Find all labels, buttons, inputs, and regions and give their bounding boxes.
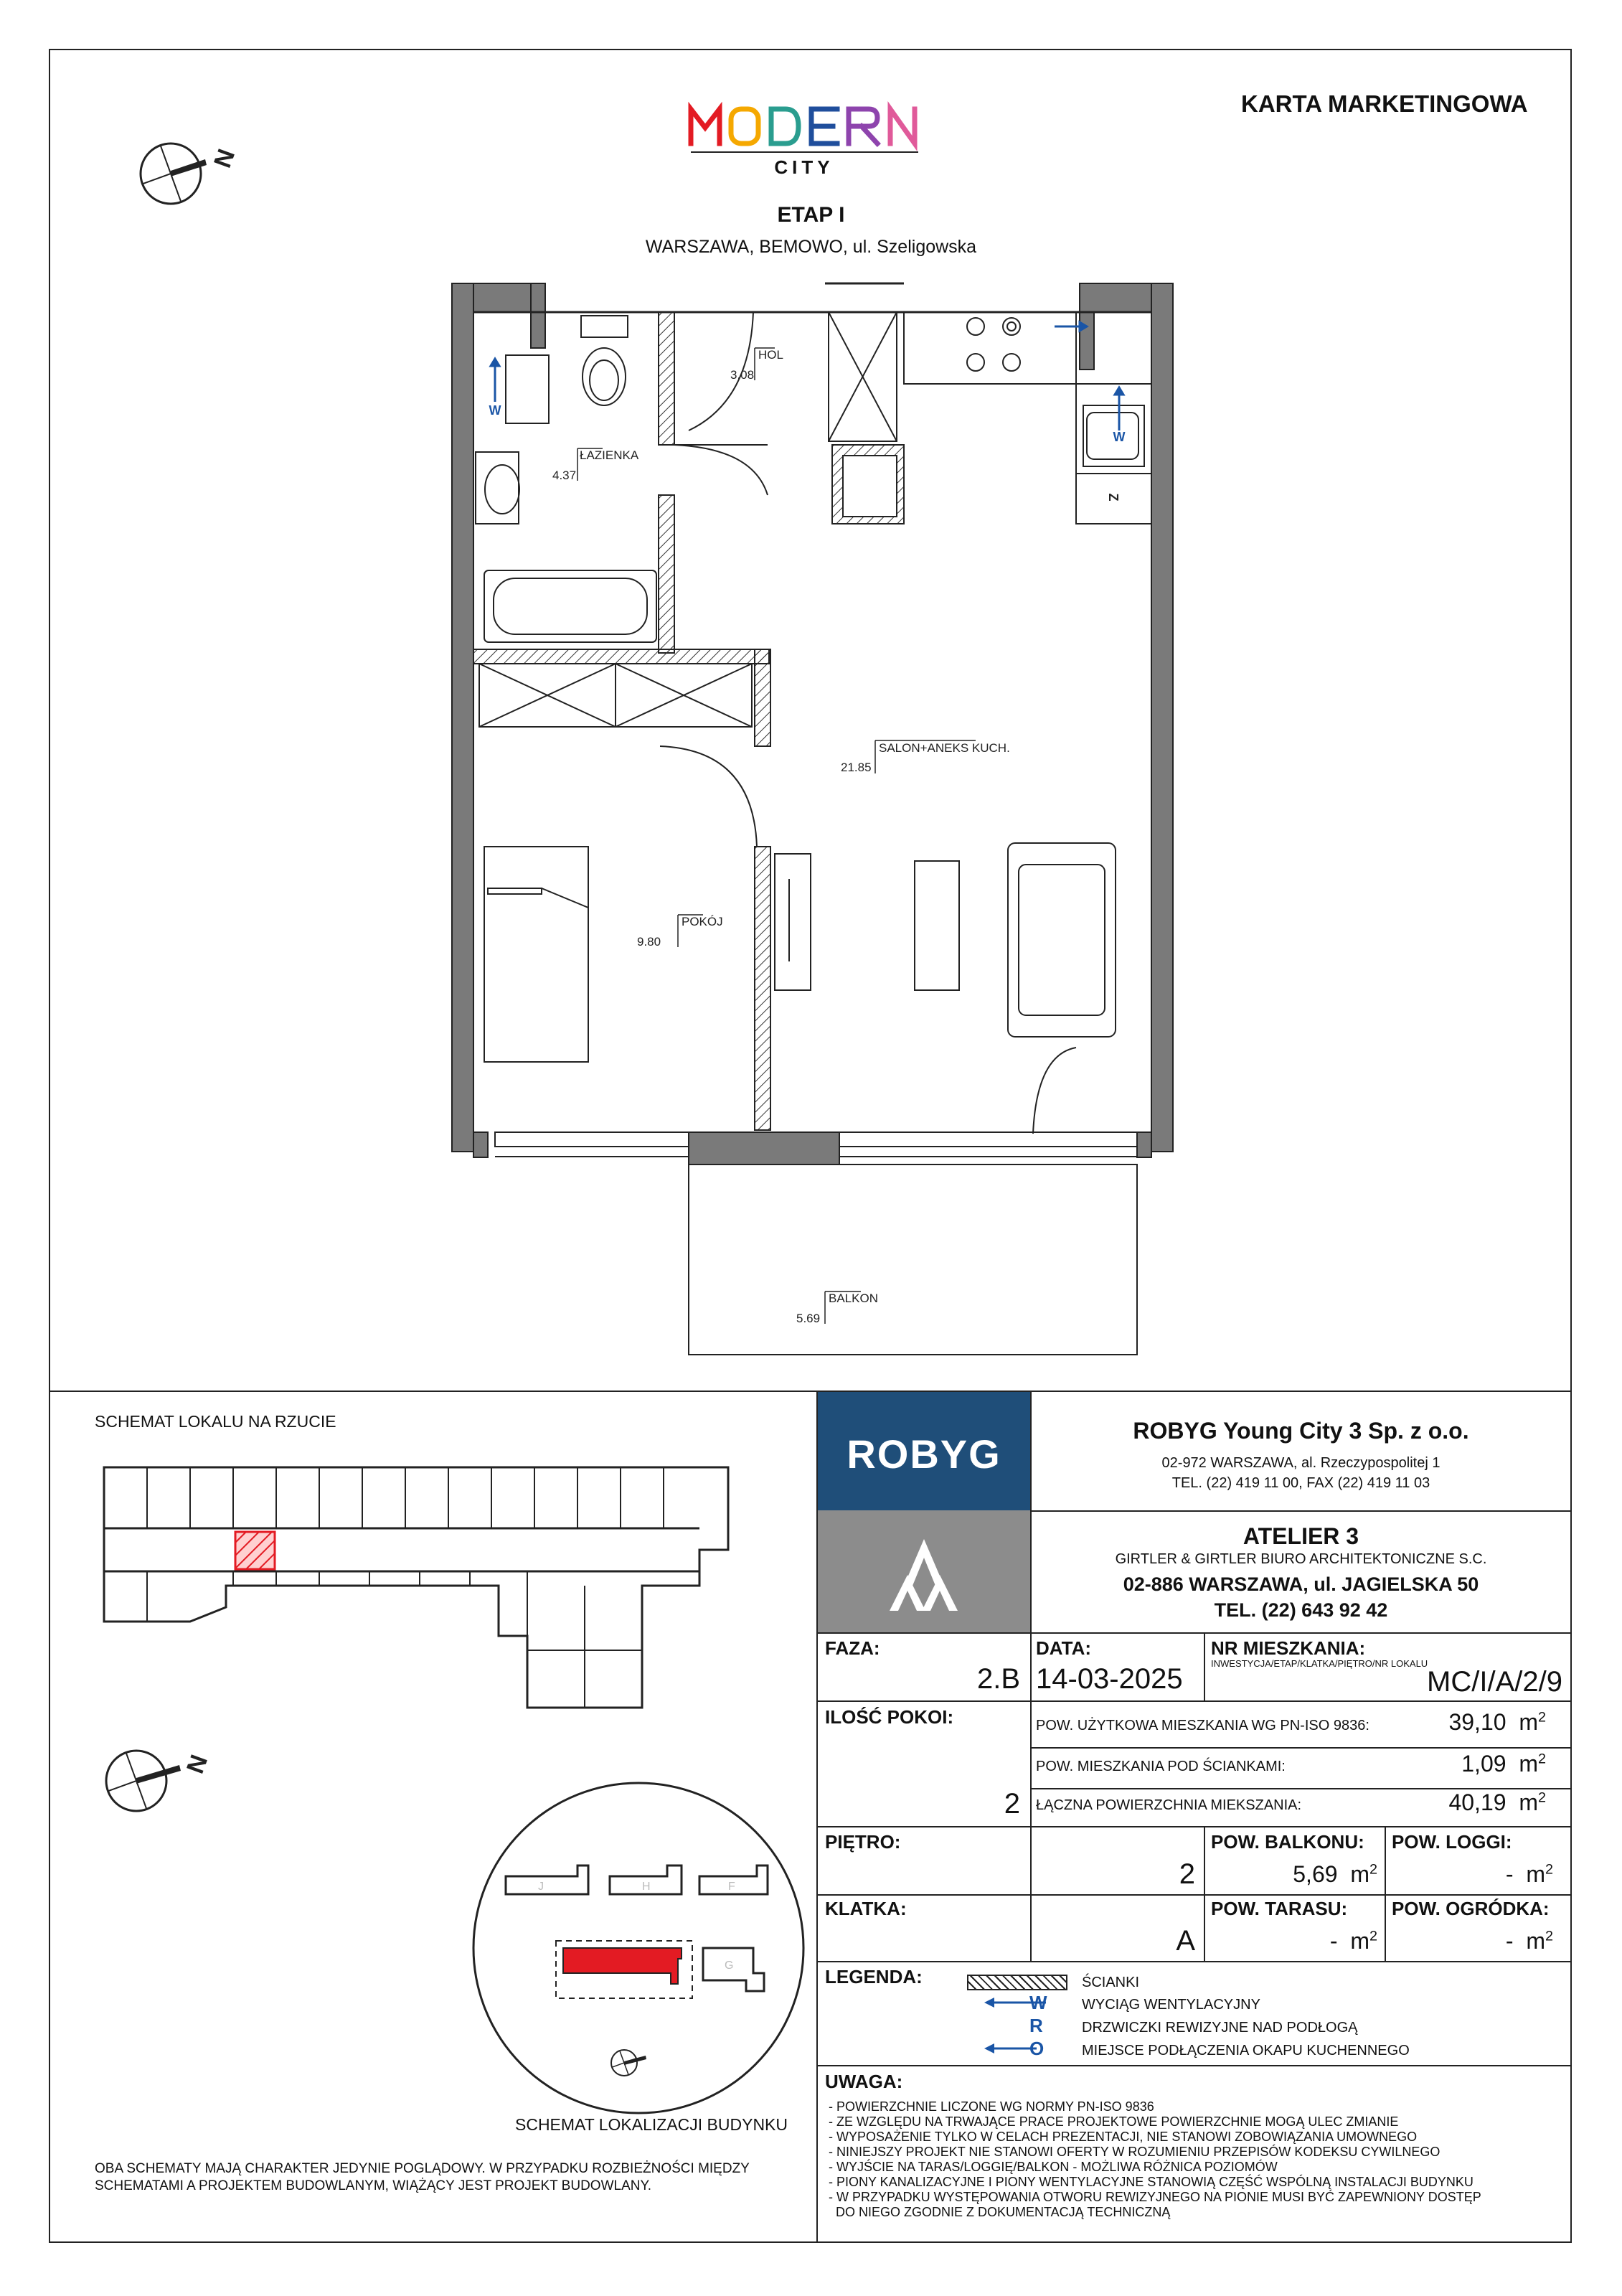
- note-line: - PIONY KANALIZACYJNE I PIONY WENTYLACYJNE STANOWIĄ CZĘŚĆ WSPÓLNĄ INSTALACJI BUDYNKU: [829, 2175, 1474, 2189]
- date-label: DATA:: [1036, 1637, 1092, 1659]
- room-room-area: 9.80: [637, 935, 661, 949]
- robyg-logo: ROBYG: [847, 1431, 1001, 1477]
- legend-w-symbol: W: [1029, 1992, 1047, 2013]
- legend-r-symbol: R: [1029, 2015, 1043, 2036]
- architect-subtitle: GIRTLER & GIRTLER BIURO ARCHITEKTONICZNE S.C.: [1115, 1551, 1487, 1567]
- loggia-label: POW. LOGGI:: [1392, 1831, 1512, 1853]
- date-value: 14-03-2025: [1036, 1663, 1183, 1695]
- doc-type: KARTA MARKETINGOWA: [1241, 90, 1528, 117]
- floor-value: 2: [1179, 1858, 1195, 1890]
- phase-value: 2.B: [976, 1663, 1020, 1695]
- svg-text:G: G: [725, 1959, 734, 1972]
- under-label: POW. MIESZKANIA POD ŚCIANKAMI:: [1036, 1759, 1286, 1774]
- rooms-label: ILOŚĆ POKOI:: [825, 1706, 954, 1728]
- svg-text:F: F: [728, 1881, 735, 1893]
- legend-title: LEGENDA:: [825, 1966, 923, 1987]
- modern-city-logo: [685, 99, 943, 185]
- note-line: - POWIERZCHNIE LICZONE WG NORMY PN-ISO 9836: [829, 2099, 1154, 2114]
- legend-w-text: WYCIĄG WENTYLACYJNY: [1082, 1997, 1260, 2013]
- stage-title: ETAP I: [777, 203, 845, 227]
- developer-phones: TEL. (22) 419 11 00, FAX (22) 419 11 03: [1171, 1475, 1430, 1491]
- legend-wall-swatch: [967, 1975, 1067, 1990]
- usable-label: POW. UŻYTKOWA MIESZKANIA WG PN-ISO 9836:: [1036, 1718, 1369, 1733]
- rooms-value: 2: [1004, 1788, 1020, 1820]
- loggia-value: - $m^2$: [1505, 1861, 1553, 1887]
- room-bath-area: 4.37: [552, 469, 577, 482]
- fridge-marker: Z: [1106, 493, 1121, 502]
- svg-text:H: H: [642, 1881, 651, 1893]
- under-value: 1,09 $m^2$: [1461, 1751, 1546, 1777]
- legend-o-text: MIEJSCE PODŁĄCZENIA OKAPU KUCHENNEGO: [1082, 2043, 1410, 2059]
- note-line: - NINIEJSZY PROJEKT NIE STANOWI OFERTY W ROZUMIENIU PRZEPISÓW KODEKSU CYWILNEGO: [829, 2145, 1441, 2159]
- developer-address: 02-972 WARSZAWA, al. Rzeczypospolitej 1: [1161, 1455, 1441, 1471]
- robyg-logo-block: [818, 1392, 1030, 1510]
- unit-sub: INWESTYCJA/ETAP/KLATKA/PIĘTRO/NR LOKALU: [1211, 1658, 1428, 1669]
- address-line: WARSZAWA, BEMOWO, ul. Szeligowska: [645, 237, 977, 257]
- floor-label: PIĘTRO:: [825, 1831, 901, 1853]
- building-schematic: [466, 1779, 811, 2117]
- room-living-name: SALON+ANEKS KUCH.: [879, 741, 1010, 755]
- svg-text:N: N: [181, 1751, 214, 1777]
- vent-marker-kitchen: W: [1113, 430, 1126, 444]
- north-compass: [128, 131, 257, 217]
- room-bath-name: ŁAZIENKA: [580, 448, 639, 462]
- floor-plan: [430, 273, 1191, 1363]
- garden-label: POW. OGRÓDKA:: [1392, 1898, 1550, 1919]
- legend-walls-text: ŚCIANKI: [1082, 1975, 1140, 1990]
- schem-note-1: OBA SCHEMATY MAJĄ CHARAKTER JEDYNIE POGLĄDOWY. W PRZYPADKU ROZBIEŻNOŚCI MIĘDZY: [95, 2161, 750, 2176]
- unit-value: MC/I/A/2/9: [1427, 1666, 1562, 1698]
- legend-r-text: DRZWICZKI REWIZYJNE NAD PODŁOGĄ: [1082, 2020, 1358, 2036]
- north-compass-2: [93, 1736, 237, 1830]
- terrace-value: - $m^2$: [1329, 1928, 1377, 1954]
- total-label: ŁĄCZNA POWIERZCHNIA MIEKSZANIA:: [1036, 1797, 1302, 1813]
- schem-note-2: SCHEMATAMI A PROJEKTEM BUDOWLANYM, WIĄŻĄCY JEST PROJEKT BUDOWLANY.: [95, 2178, 651, 2193]
- garden-value: - $m^2$: [1505, 1928, 1553, 1954]
- divider-main: [49, 1391, 1572, 1392]
- floor-schematic: [82, 1442, 764, 1729]
- room-balcony-area: 5.69: [796, 1312, 821, 1325]
- note-line: - WYPOSAŻENIE TYLKO W CELACH PREZENTACJI, NIE STANOWI ZOBOWIĄZANIA UMOWNEGO: [829, 2130, 1418, 2144]
- room-room-name: POKÓJ: [682, 915, 723, 928]
- notes-title: UWAGA:: [825, 2071, 903, 2092]
- architect-name: ATELIER 3: [1243, 1523, 1359, 1549]
- svg-text:N: N: [209, 145, 241, 171]
- total-value: 40,19 $m^2$: [1448, 1789, 1546, 1815]
- terrace-label: POW. TARASU:: [1211, 1898, 1348, 1919]
- architect-address: 02-886 WARSZAWA, ul. JAGIELSKA 50: [1123, 1573, 1479, 1595]
- stair-value: A: [1176, 1925, 1195, 1957]
- architect-phone: TEL. (22) 643 92 42: [1214, 1599, 1388, 1621]
- room-hall-area: 3.08: [730, 368, 755, 382]
- atelier-logo-block: [818, 1510, 1030, 1632]
- note-line: DO NIEGO ZGODNIE Z DOKUMENTACJĄ TECHNICZNĄ: [829, 2205, 1171, 2219]
- room-living-area: 21.85: [841, 761, 872, 774]
- logo-city: CITY: [774, 156, 834, 178]
- room-hall-name: HOL: [758, 348, 783, 362]
- balcony-value: 5,69 $m^2$: [1293, 1861, 1377, 1887]
- legend-o-symbol: O: [1029, 2038, 1045, 2059]
- building-schem-title: SCHEMAT LOKALIZACJI BUDYNKU: [515, 2115, 788, 2134]
- room-balcony-name: BALKON: [829, 1292, 878, 1305]
- note-line: - WYJŚCIE NA TARAS/LOGGIĘ/BALKON - MOŻLIWA RÓŻNICA POZIOMÓW: [829, 2160, 1278, 2174]
- unit-label: NR MIESZKANIA:: [1211, 1637, 1366, 1659]
- note-line: - W PRZYPADKU WYSTĘPOWANIA OTWORU REWIZYJNEGO NA PIONIE MUSI BYĆ ZAPEWNIONY DOSTĘP: [829, 2190, 1481, 2204]
- balcony-label: POW. BALKONU:: [1211, 1831, 1364, 1853]
- stair-label: KLATKA:: [825, 1898, 907, 1919]
- svg-text:J: J: [538, 1881, 544, 1893]
- vent-marker-bath: W: [489, 403, 501, 418]
- floor-schem-title: SCHEMAT LOKALU NA RZUCIE: [95, 1412, 336, 1431]
- usable-value: 39,10 $m^2$: [1448, 1709, 1546, 1735]
- phase-label: FAZA:: [825, 1637, 880, 1659]
- developer-name: ROBYG Young City 3 Sp. z o.o.: [1133, 1418, 1469, 1444]
- note-line: - ZE WZGLĘDU NA TRWAJĄCE PRACE PROJEKTOWE POWIERZCHNIE MOGĄ ULEC ZMIANIE: [829, 2114, 1399, 2129]
- notes-list: [829, 2099, 1481, 2220]
